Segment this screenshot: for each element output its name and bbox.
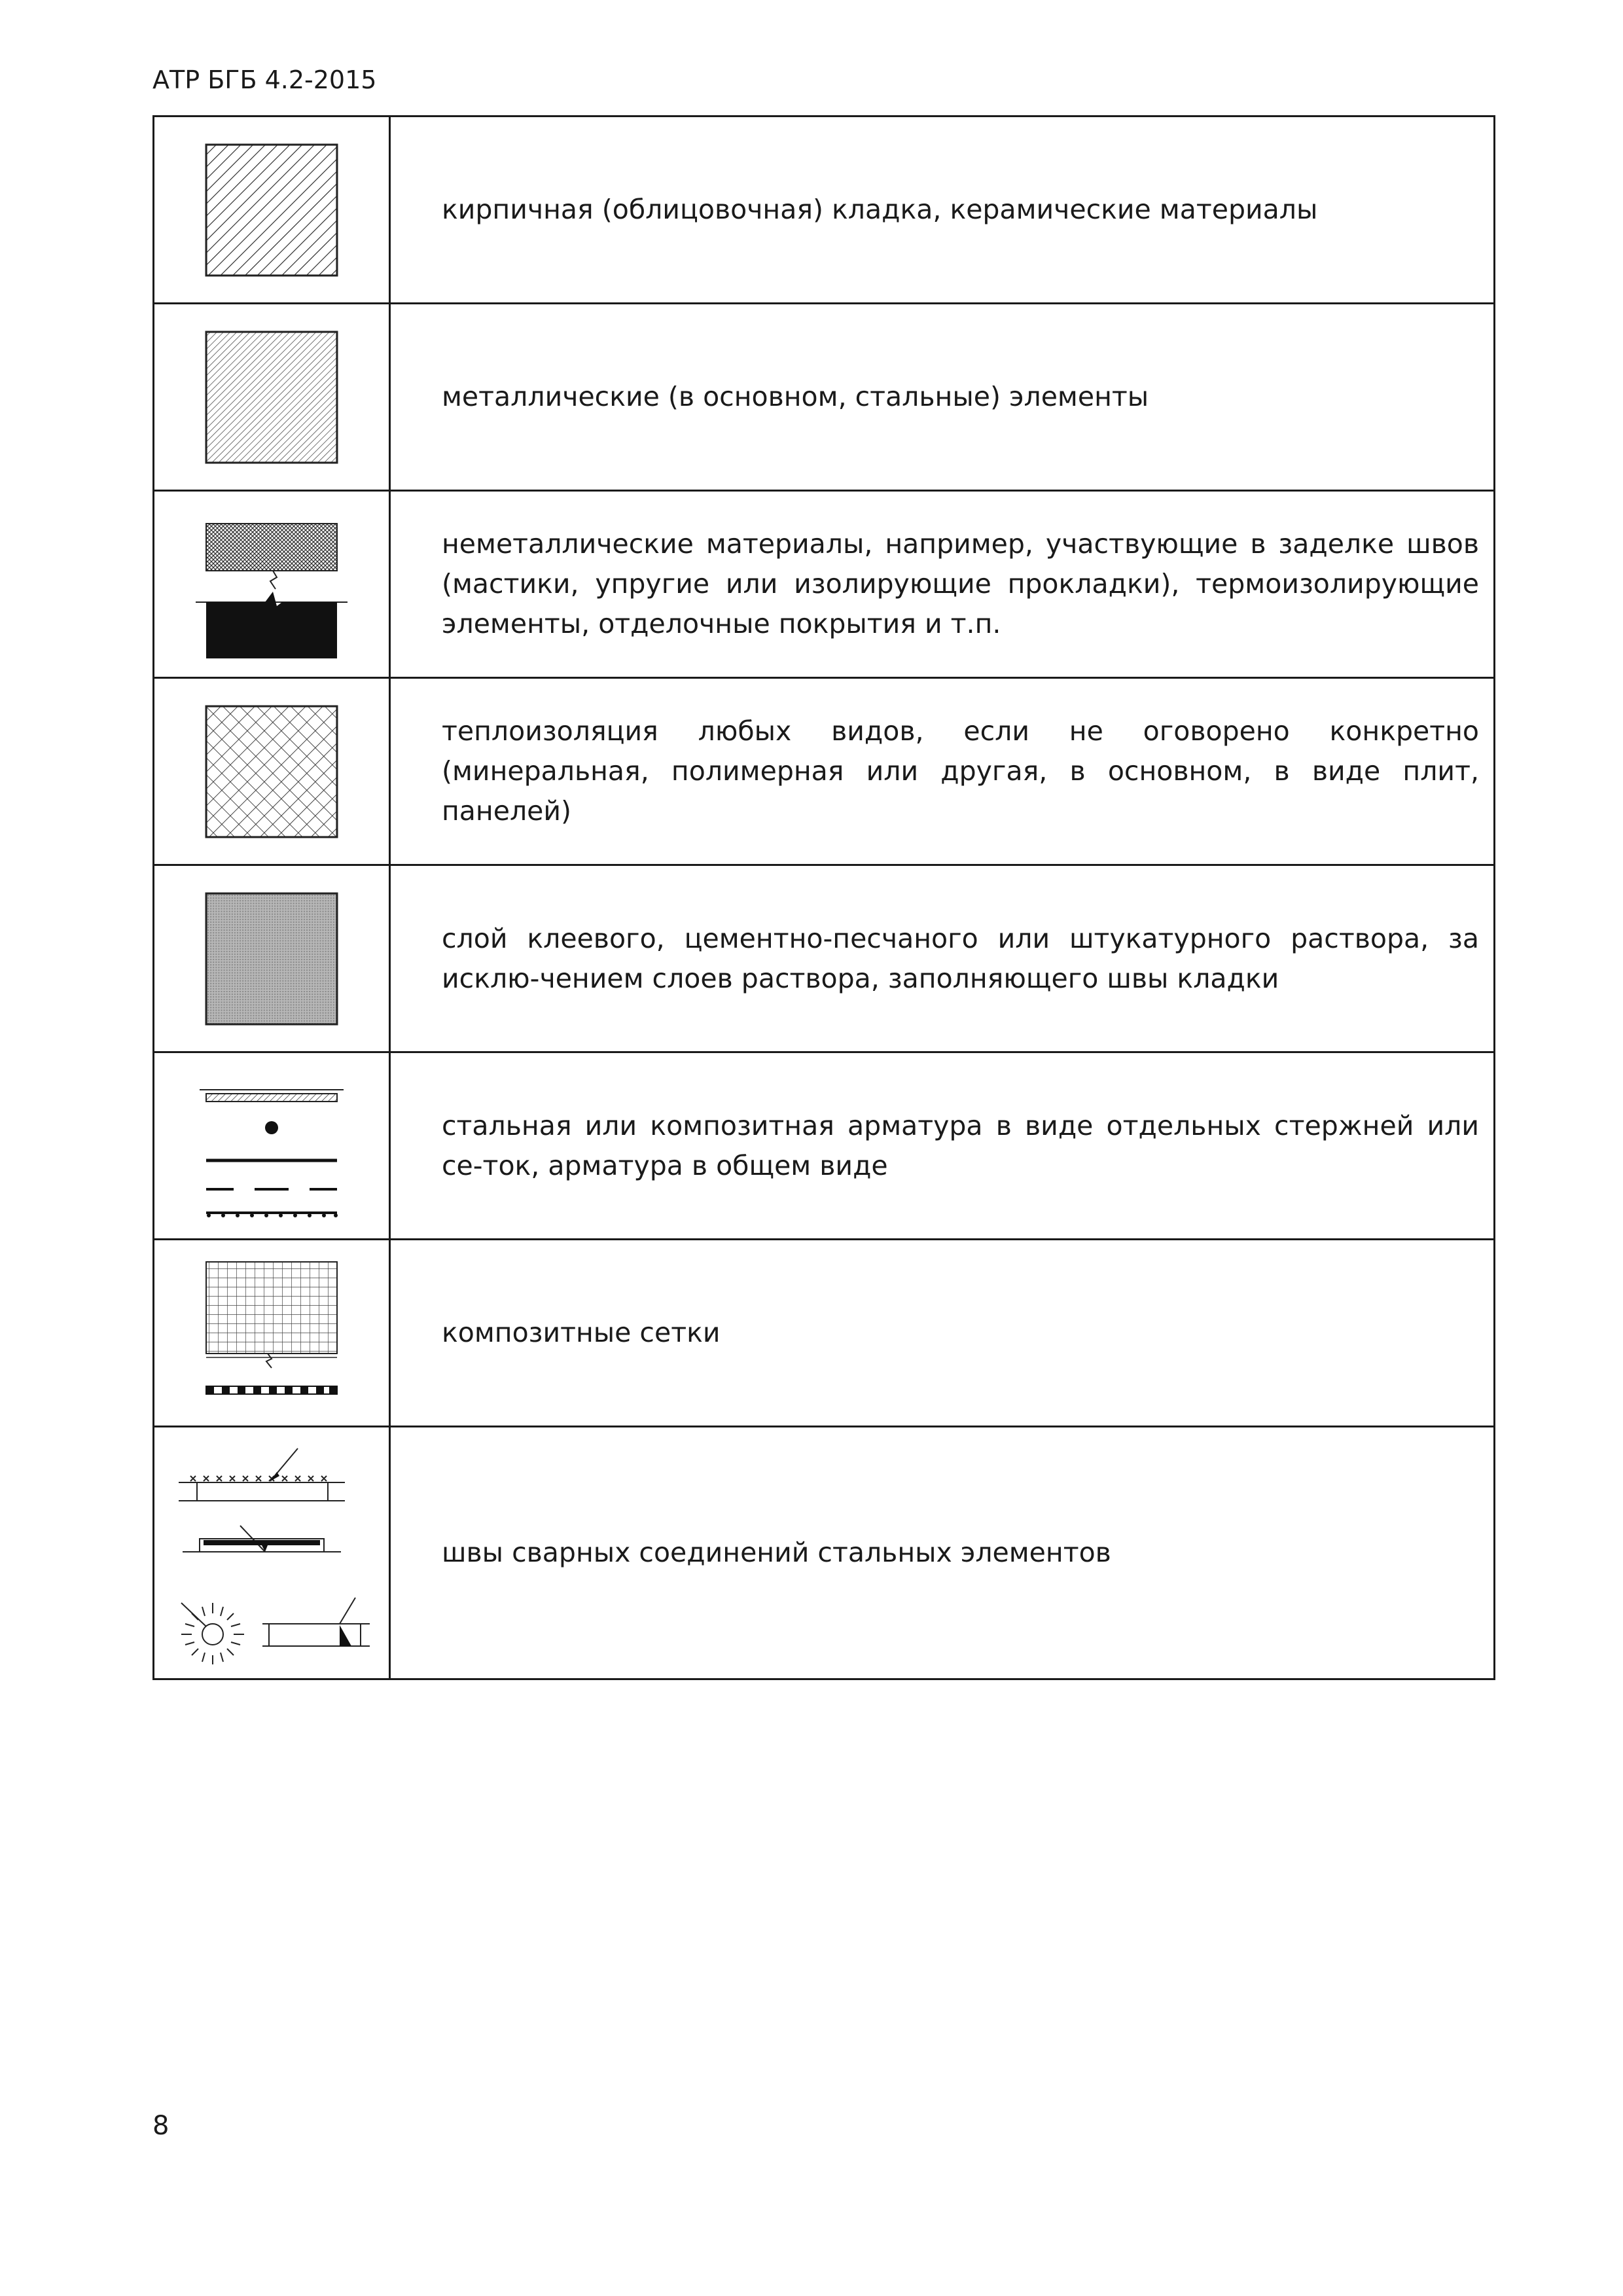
metal-hatch-icon (205, 331, 338, 464)
symbol-cell (154, 491, 390, 678)
table-row (154, 491, 1495, 678)
reinforcement-icon (200, 1067, 344, 1225)
symbol-cell (154, 678, 390, 865)
description-cell: слой клеевого, цементно-песчаного или штукатурного раствора, за исклю-чением слоев раствора, заполняющего швы кладки (390, 865, 1495, 1052)
table-row (154, 304, 1495, 491)
composite-mesh-icon (200, 1259, 344, 1407)
page-number: 8 (152, 2111, 169, 2141)
brick-masonry-hatch-icon (205, 143, 338, 277)
weld-seams-icon (167, 1442, 376, 1664)
symbol-cell (154, 865, 390, 1052)
table-row (154, 1427, 1495, 1679)
description-cell: неметаллические материалы, например, участвующие в заделке швов (мастики, упругие или изолирующие прокладки), термоизолирующие элементы, отделочные покрытия и т.п. (390, 491, 1495, 678)
symbol-cell (154, 117, 390, 304)
table-row (154, 865, 1495, 1052)
insulation-crosshatch-icon (205, 705, 338, 838)
description-cell: швы сварных соединений стальных элементов (390, 1427, 1495, 1679)
table-row (154, 678, 1495, 865)
description-cell: теплоизоляция любых видов, если не оговорено конкретно (минеральная, полимерная или другая, в основном, в виде плит, панелей) (390, 678, 1495, 865)
document-header: АТР БГБ 4.2-2015 (152, 65, 377, 94)
symbol-cell (154, 304, 390, 491)
symbol-cell (154, 1427, 390, 1679)
symbol-cell (154, 1240, 390, 1427)
mortar-layer-icon (205, 892, 338, 1026)
table-row (154, 117, 1495, 304)
table-row (154, 1052, 1495, 1240)
table-row (154, 1240, 1495, 1427)
description-cell: композитные сетки (390, 1240, 1495, 1427)
nonmetal-materials-icon (196, 511, 348, 658)
description-cell: стальная или композитная арматура в виде отдельных стержней или се-ток, арматура в общем виде (390, 1052, 1495, 1240)
legend-table (152, 115, 1495, 1680)
symbol-cell (154, 1052, 390, 1240)
description-cell: металлические (в основном, стальные) элементы (390, 304, 1495, 491)
description-cell: кирпичная (облицовочная) кладка, керамические материалы (390, 117, 1495, 304)
